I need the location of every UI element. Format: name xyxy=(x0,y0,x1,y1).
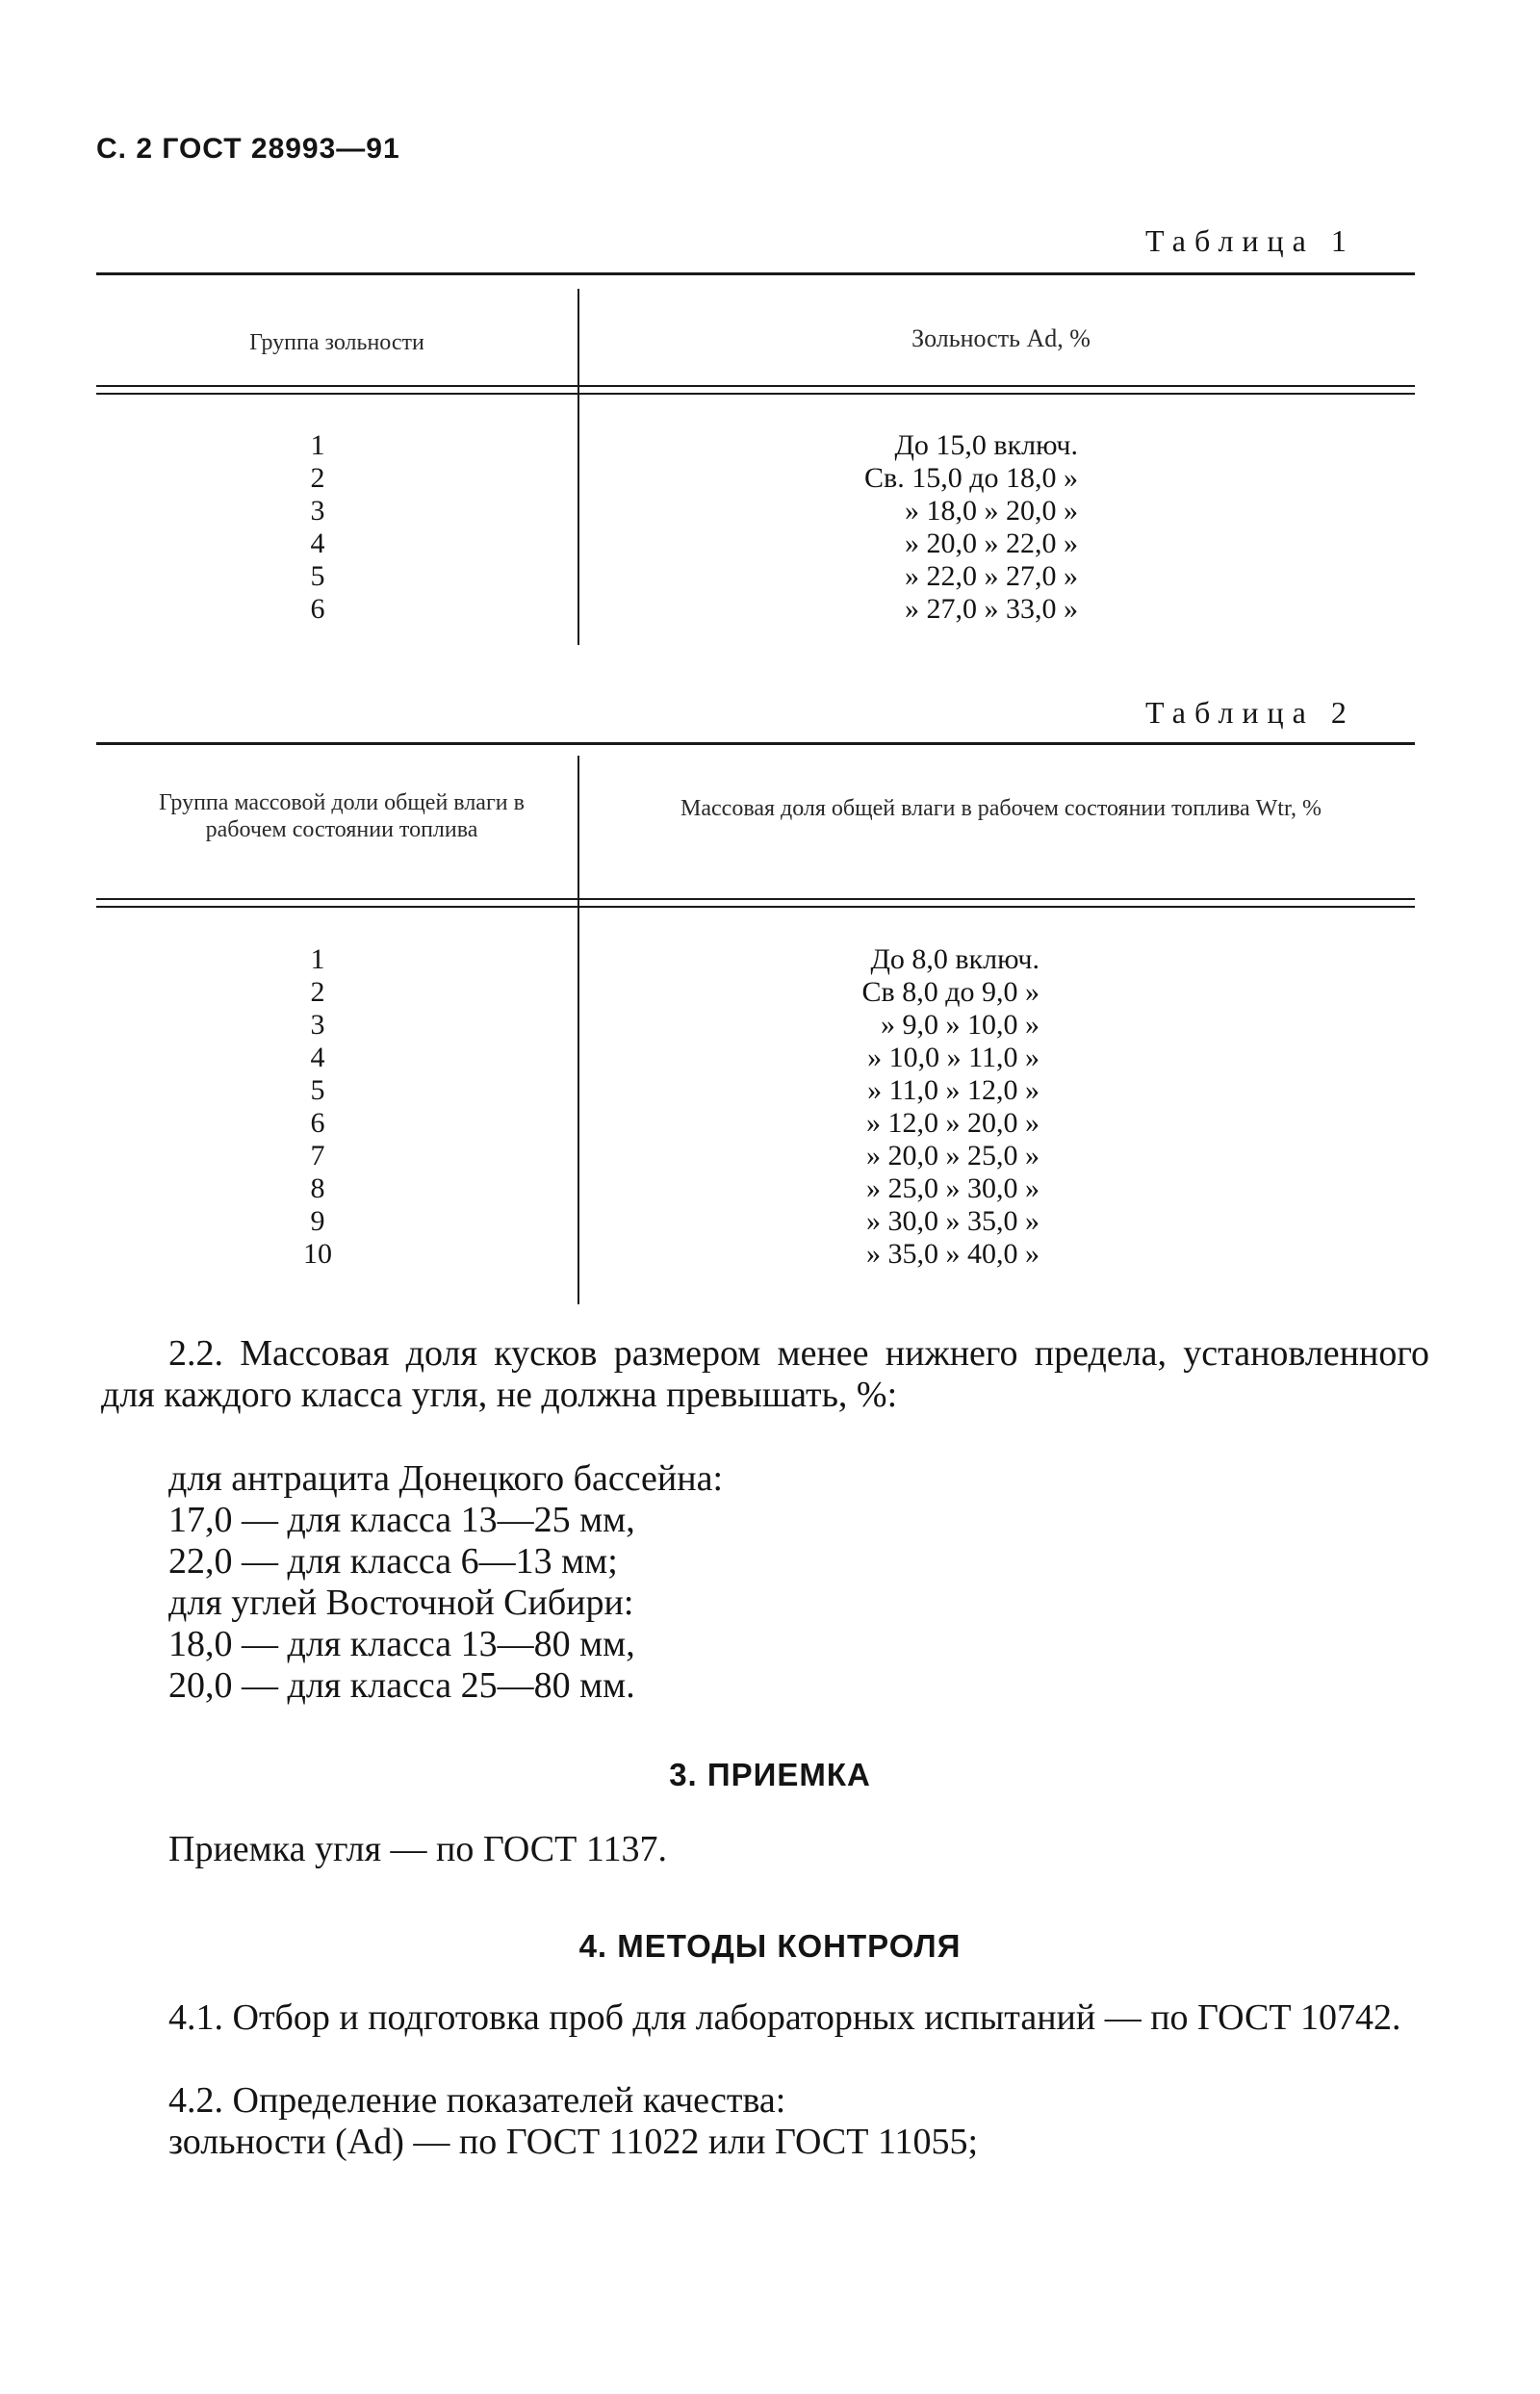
table1-value: » 18,0 » 20,0 » xyxy=(905,495,1078,527)
list-line: 17,0 — для класса 13—25 мм, xyxy=(168,1500,635,1540)
table1-col2-header: Зольность Ad, % xyxy=(911,324,1091,352)
table1-group: 5 xyxy=(310,560,325,592)
table1-group: 6 xyxy=(310,593,325,625)
paragraph-4-2: 4.2. Определение показателей качества: xyxy=(168,2080,786,2121)
section-3-title: 3. ПРИЕМКА xyxy=(669,1757,871,1792)
list-line: для углей Восточной Сибири: xyxy=(168,1583,634,1623)
table2-value: » 9,0 » 10,0 » xyxy=(881,1009,1040,1041)
table1-groups-column xyxy=(289,429,346,626)
table1-group: 4 xyxy=(310,528,325,559)
page-header: С. 2 ГОСТ 28993—91 xyxy=(96,133,400,165)
table1-value: Св. 15,0 до 18,0 » xyxy=(864,462,1078,494)
table2-values-column xyxy=(635,943,1040,1271)
table2-group: 3 xyxy=(310,1009,325,1041)
table2-group: 5 xyxy=(310,1074,325,1106)
list-line: 22,0 — для класса 6—13 мм; xyxy=(168,1541,618,1582)
table1-top-rule xyxy=(96,272,1415,275)
table2-group: 2 xyxy=(310,976,325,1008)
table2-value: » 30,0 » 35,0 » xyxy=(866,1205,1040,1237)
table1-value: » 20,0 » 22,0 » xyxy=(905,528,1078,559)
list-line: 18,0 — для класса 13—80 мм, xyxy=(168,1624,635,1664)
table2-group: 10 xyxy=(303,1238,332,1270)
table2-value: » 20,0 » 25,0 » xyxy=(866,1140,1040,1171)
table1-value: » 22,0 » 27,0 » xyxy=(905,560,1078,592)
table2-value: » 35,0 » 40,0 » xyxy=(866,1238,1040,1270)
table1-values-column xyxy=(635,429,1078,626)
table2-group: 9 xyxy=(310,1205,325,1237)
table2-header-rule xyxy=(96,898,1415,908)
table1-header-rule xyxy=(96,385,1415,395)
section-3-text: Приемка угля — по ГОСТ 1137. xyxy=(168,1829,667,1869)
table1-group: 3 xyxy=(310,495,325,527)
table2-group: 6 xyxy=(310,1107,325,1139)
table2-value: До 8,0 включ. xyxy=(870,943,1040,975)
list-line: 20,0 — для класса 25—80 мм. xyxy=(168,1665,635,1706)
table1-col1-header: Группа зольности xyxy=(249,330,424,355)
table2-group: 4 xyxy=(310,1042,325,1073)
table1-column-divider xyxy=(578,289,579,645)
table1-group: 2 xyxy=(310,462,325,494)
table2-col2-header: Массовая доля общей влаги в рабочем состоянии топлива Wtr, % xyxy=(680,796,1322,821)
paragraph-4-1: 4.1. Отбор и подготовка проб для лабораторных испытаний — по ГОСТ 10742. xyxy=(168,1997,1401,2038)
table2-col1-header: Группа массовой доли общей влаги в рабочем состоянии топлива xyxy=(159,790,525,842)
paragraph-4-2-a: зольности (Ad) — по ГОСТ 11022 или ГОСТ 11055; xyxy=(168,2122,979,2162)
paragraph-2-2: 2.2. Массовая доля кусков размером менее нижнего предела, установленного для каждого класса угля, не должна превышать, %: xyxy=(101,1333,1429,1415)
table2-group: 8 xyxy=(310,1172,325,1204)
table2-caption: Таблица 2 xyxy=(1145,695,1355,730)
table2-column-divider xyxy=(578,756,579,1304)
table1-group: 1 xyxy=(310,429,325,461)
table2-top-rule xyxy=(96,742,1415,745)
paragraph-2-2-list xyxy=(168,1458,723,1707)
table2-value: » 10,0 » 11,0 » xyxy=(867,1042,1040,1073)
table2-value: » 25,0 » 30,0 » xyxy=(866,1172,1040,1204)
table2-groups-column xyxy=(289,943,346,1271)
list-line: для антрацита Донецкого бассейна: xyxy=(168,1458,724,1499)
table2-group: 7 xyxy=(310,1140,325,1171)
section-4-title: 4. МЕТОДЫ КОНТРОЛЯ xyxy=(578,1928,962,1964)
table2-group: 1 xyxy=(310,943,325,975)
table2-value: Св 8,0 до 9,0 » xyxy=(861,976,1040,1008)
table2-value: » 11,0 » 12,0 » xyxy=(867,1074,1040,1106)
table1-value: » 27,0 » 33,0 » xyxy=(905,593,1078,625)
table1-caption: Таблица 1 xyxy=(1145,223,1355,258)
table1-value: До 15,0 включ. xyxy=(894,429,1078,461)
table2-value: » 12,0 » 20,0 » xyxy=(866,1107,1040,1139)
